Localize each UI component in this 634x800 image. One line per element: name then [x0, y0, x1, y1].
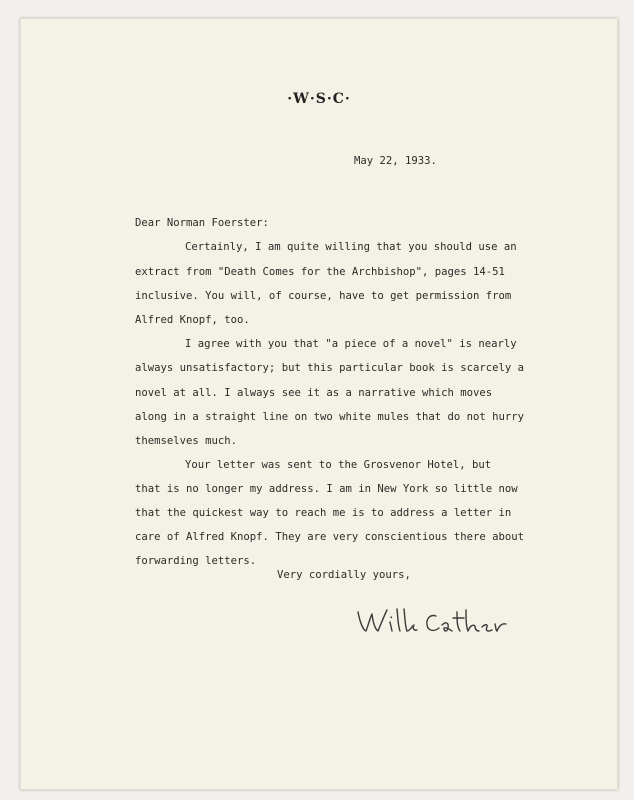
body-line: novel at all. I always see it as a narrative which moves	[135, 387, 493, 399]
body-line: along in a straight line on two white mules that do not hurry	[135, 411, 525, 423]
body-line: that is no longer my address. I am in New York so little now	[135, 483, 518, 495]
body-line: that the quickest way to reach me is to address a letter in	[135, 507, 512, 519]
body-line: forwarding letters.	[135, 555, 257, 567]
body-line: I agree with you that "a piece of a novel" is nearly	[185, 338, 517, 350]
closing: Very cordially yours,	[277, 569, 411, 581]
letter-page	[20, 18, 618, 790]
body-line: extract from "Death Comes for the Archbishop", pages 14-51	[135, 266, 505, 278]
body-line: Your letter was sent to the Grosvenor Hotel, but	[185, 459, 492, 471]
salutation: Dear Norman Foerster:	[135, 217, 269, 229]
body-line: care of Alfred Knopf. They are very conscientious there about	[135, 531, 525, 543]
body-line: Alfred Knopf, too.	[135, 314, 250, 326]
body-line: inclusive. You will, of course, have to get permission from	[135, 290, 512, 302]
body-line: themselves much.	[135, 435, 238, 447]
letter-date: May 22, 1933.	[354, 155, 437, 167]
letterhead-monogram: ·W·S·C·	[287, 91, 351, 107]
body-line: always unsatisfactory; but this particular book is scarcely a	[135, 362, 525, 374]
body-line: Certainly, I am quite willing that you should use an	[185, 241, 517, 253]
handwritten-signature	[354, 604, 514, 638]
